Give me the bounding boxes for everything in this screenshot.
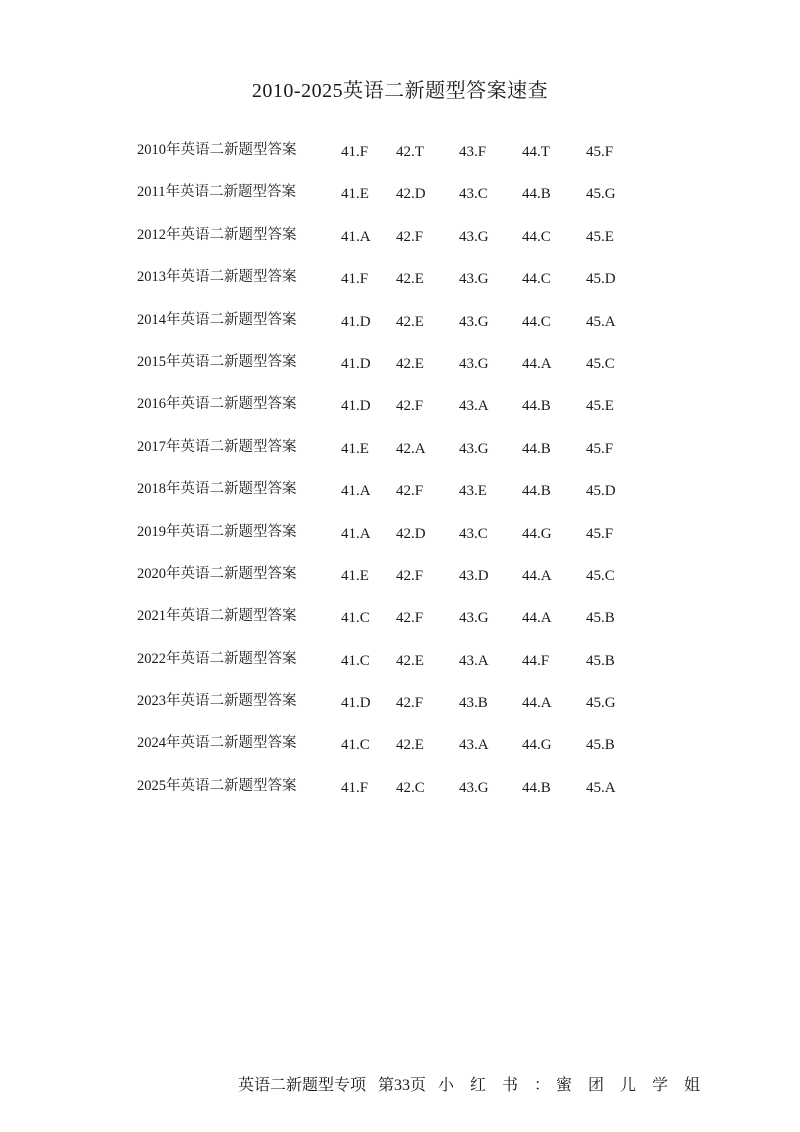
- answer-item: 41.A: [341, 483, 371, 500]
- answer-row-label: 2020年英语二新题型答案: [137, 565, 297, 582]
- answer-row: [137, 774, 657, 816]
- answer-item: 43.A: [459, 652, 489, 669]
- answer-row: [137, 731, 657, 773]
- answer-item: 42.T: [396, 144, 424, 160]
- answer-item: 43.G: [459, 313, 489, 330]
- answer-item: 41.C: [341, 610, 370, 627]
- answer-item: 45.D: [586, 483, 616, 500]
- answer-item: 45.B: [586, 610, 615, 627]
- answer-item: 42.C: [396, 779, 425, 796]
- answer-item: 45.E: [586, 398, 614, 415]
- footer-source: 小 红 书 ：蜜 团 儿 学 姐: [438, 1077, 707, 1094]
- answer-item: 42.E: [396, 652, 424, 669]
- answer-item: 44.T: [522, 144, 550, 160]
- answer-item: 44.C: [522, 271, 551, 288]
- answer-item: 42.F: [396, 567, 424, 584]
- answer-item: 44.A: [522, 567, 552, 584]
- answer-item: 41.C: [341, 652, 370, 669]
- answer-item: 45.C: [586, 355, 615, 372]
- answer-item: 43.A: [459, 737, 489, 754]
- answer-item: 41.F: [341, 271, 369, 288]
- answer-item: 44.A: [522, 610, 552, 627]
- answer-item: 44.B: [522, 779, 551, 796]
- answer-item: 45.C: [586, 567, 615, 584]
- answer-item: 41.F: [341, 144, 369, 160]
- answer-item: 42.E: [396, 271, 424, 288]
- answer-row: [137, 562, 657, 604]
- answer-row: [137, 308, 657, 350]
- answer-item: 44.B: [522, 186, 551, 203]
- answer-item: 43.G: [459, 271, 489, 288]
- answer-item: 44.G: [522, 737, 552, 754]
- answer-item: 41.E: [341, 440, 369, 457]
- answer-item: 42.E: [396, 737, 424, 754]
- answer-item: 45.F: [586, 440, 614, 457]
- page-footer: [238, 1072, 706, 1095]
- answer-row-label: 2023年英语二新题型答案: [137, 693, 297, 710]
- answer-row-label: 2013年英语二新题型答案: [137, 269, 297, 286]
- answer-item: 43.B: [459, 695, 488, 712]
- answer-row: [137, 689, 657, 731]
- answer-item: 45.B: [586, 652, 615, 669]
- answer-item: 43.G: [459, 440, 489, 457]
- answer-row-label: 2017年英语二新题型答案: [137, 438, 297, 455]
- answer-item: 42.E: [396, 313, 424, 330]
- answer-row: [137, 265, 657, 307]
- answer-item: 41.D: [341, 355, 371, 372]
- answer-row-label: 2019年英语二新题型答案: [137, 523, 297, 540]
- answer-item: 41.D: [341, 313, 371, 330]
- answer-item: 45.A: [586, 313, 616, 330]
- answer-item: 41.E: [341, 567, 369, 584]
- answer-row-label: 2010年英语二新题型答案: [137, 142, 297, 158]
- answer-item: 44.F: [522, 652, 550, 669]
- answer-row: [137, 647, 657, 689]
- answer-item: 45.F: [586, 144, 614, 160]
- answer-item: 41.A: [341, 525, 371, 542]
- answer-item: 42.D: [396, 186, 426, 203]
- answer-item: 45.D: [586, 271, 616, 288]
- answer-item: 42.D: [396, 525, 426, 542]
- answer-row: [137, 520, 657, 562]
- answer-item: 44.B: [522, 440, 551, 457]
- answer-item: 44.G: [522, 525, 552, 542]
- answer-row: [137, 435, 657, 477]
- answer-item: 44.A: [522, 355, 552, 372]
- answer-item: 43.G: [459, 779, 489, 796]
- answer-row: [137, 350, 657, 392]
- answer-row-label: 2014年英语二新题型答案: [137, 311, 297, 328]
- answer-item: 41.D: [341, 398, 371, 415]
- answer-row-label: 2012年英语二新题型答案: [137, 226, 297, 243]
- answer-item: 41.D: [341, 695, 371, 712]
- answer-row: [137, 604, 657, 646]
- answer-item: 44.A: [522, 695, 552, 712]
- answer-item: 45.A: [586, 779, 616, 796]
- answer-item: 44.C: [522, 313, 551, 330]
- answer-item: 43.G: [459, 355, 489, 372]
- answer-row-label: 2022年英语二新题型答案: [137, 650, 297, 667]
- answer-row: [137, 180, 657, 222]
- answer-row: [137, 392, 657, 434]
- answer-item: 45.G: [586, 186, 616, 203]
- answer-item: 42.F: [396, 398, 424, 415]
- answer-item: 43.E: [459, 483, 487, 500]
- answer-item: 41.F: [341, 779, 369, 796]
- answer-item: 45.G: [586, 695, 616, 712]
- answer-row: [137, 223, 657, 265]
- answer-item: 42.F: [396, 228, 424, 245]
- answer-item: 43.C: [459, 186, 488, 203]
- answer-row-label: 2016年英语二新题型答案: [137, 396, 297, 413]
- footer-subject: 英语二新题型专项: [238, 1077, 367, 1094]
- answer-item: 43.C: [459, 525, 488, 542]
- answer-item: 45.F: [586, 525, 614, 542]
- answer-row: [137, 138, 657, 180]
- answer-item: 44.B: [522, 483, 551, 500]
- answer-item: 42.F: [396, 695, 424, 712]
- answer-item: 44.B: [522, 398, 551, 415]
- answer-item: 42.E: [396, 355, 424, 372]
- answer-item: 43.A: [459, 398, 489, 415]
- answer-list: [137, 138, 657, 816]
- answer-item: 41.A: [341, 228, 371, 245]
- answer-row-label: 2011年英语二新题型答案: [137, 184, 296, 201]
- footer-page-number: 第33页: [378, 1077, 427, 1094]
- answer-item: 42.A: [396, 440, 426, 457]
- answer-item: 41.E: [341, 186, 369, 203]
- page-title: 2010-2025英语二新题型答案速查: [251, 80, 549, 102]
- answer-item: 43.D: [459, 567, 489, 584]
- answer-row-label: 2015年英语二新题型答案: [137, 353, 297, 370]
- answer-row-label: 2018年英语二新题型答案: [137, 481, 297, 498]
- answer-item: 42.F: [396, 610, 424, 627]
- answer-item: 43.G: [459, 610, 489, 627]
- answer-item: 45.B: [586, 737, 615, 754]
- answer-item: 44.C: [522, 228, 551, 245]
- answer-row-label: 2021年英语二新题型答案: [137, 608, 297, 625]
- answer-item: 42.F: [396, 483, 424, 500]
- answer-item: 45.E: [586, 228, 614, 245]
- answer-item: 41.C: [341, 737, 370, 754]
- answer-item: 43.F: [459, 144, 487, 160]
- answer-row-label: 2025年英语二新题型答案: [137, 777, 297, 794]
- answer-row-label: 2024年英语二新题型答案: [137, 735, 297, 752]
- answer-item: 43.G: [459, 228, 489, 245]
- answer-row: [137, 477, 657, 519]
